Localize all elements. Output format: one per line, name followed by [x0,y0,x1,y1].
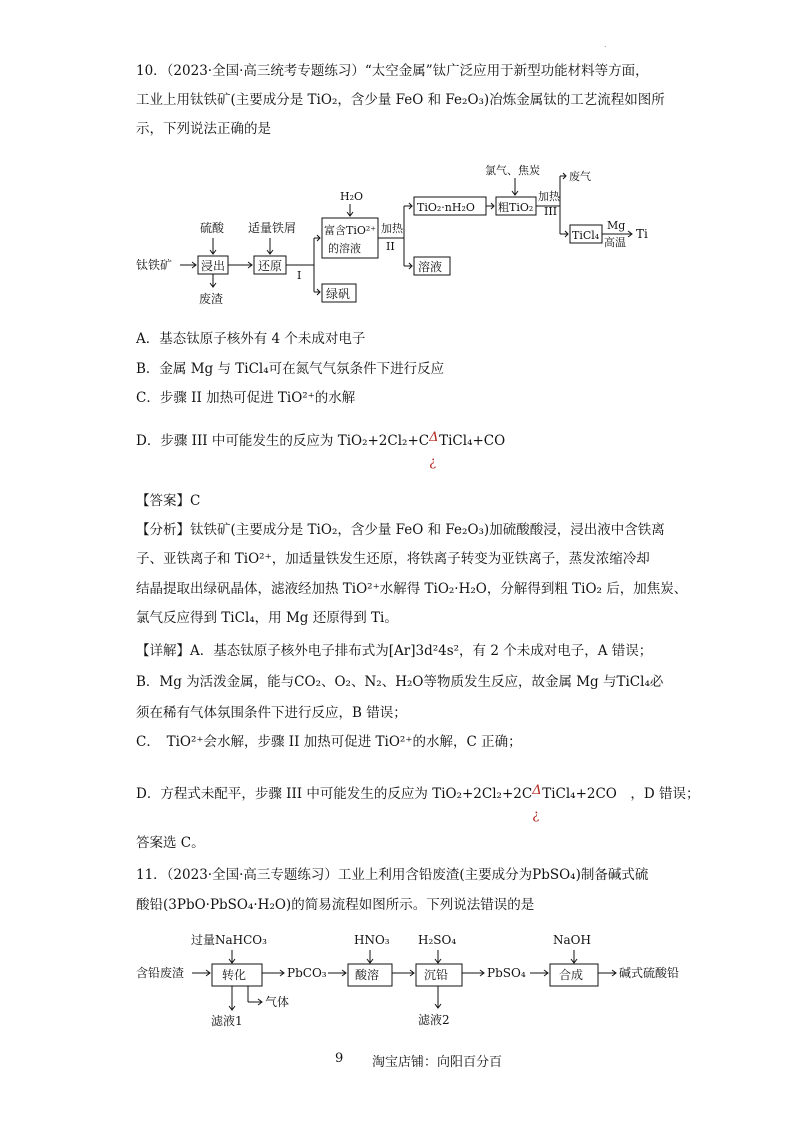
step3-label: III [544,205,558,218]
hightemp-label: 高温 [604,236,626,249]
q10-stem-line-2: 工业上用钛铁矿(主要成分是 TiO₂，含少量 FeO 和 Fe₂O₃)冶炼金属钛的工艺流程如图所 [136,92,665,108]
glitch-mark-2: ¿ [532,808,540,823]
heat2-label: 加热 [381,222,403,235]
step2-label: II [386,240,395,253]
nahco3-label: 过量NaHCO₃ [191,933,267,947]
naoh-label: NaOH [553,933,591,947]
delta-mark-2: Δ [532,783,542,798]
rich-label-2: 的溶液 [328,242,361,255]
crude-label: 粗TiO₂ [498,201,534,214]
option-d-left: D．步骤 III 中可能发生的反应为 TiO₂+2Cl₂+C [136,433,430,449]
convert-label: 转化 [222,968,247,982]
glitch-mark: ¿ [429,455,437,470]
waste-label: 废渣 [199,292,224,306]
analysis-line-1: 【分析】钛铁矿(主要成分是 TiO₂，含少量 FeO 和 Fe₂O₃)加硫酸酸浸，浸出液中含铁离 [136,522,665,538]
gas-label: 气体 [265,995,290,1009]
analysis-line-3: 结晶提取出绿矾晶体，滤液经加热 TiO²⁺水解得 TiO₂·H₂O，分解得到粗 TiO₂ 后，加焦炭、 [136,581,688,597]
q11-stem-line-1: 11．（2023·全国·高三专题练习）工业上利用含铅废渣(主要成分为PbSO₄)制备碱式硫 [136,867,649,883]
detail-line-3: 须在稀有气体氛围条件下进行反应，B 错误； [136,705,407,721]
hno3-label: HNO₃ [354,933,390,947]
waste-gas-label: 废气 [569,170,591,183]
detail-d-right: TiCl₄+2CO ，D 错误； [542,786,700,802]
ti-label: Ti [636,227,648,241]
start-label: 含铅废渣 [136,966,185,980]
detail-line-1: 【详解】A．基态钛原子核外电子排布式为[Ar]3d²4s²，有 2 个未成对电子，A 错误； [136,643,653,659]
final-answer: 答案选 C。 [136,835,205,851]
delta-mark: Δ [429,430,439,445]
option-b: B．金属 Mg 与 TiCl₄可在氮气气氛条件下进行反应 [136,361,445,377]
ore-label: 钛铁矿 [136,258,173,272]
product-label: 碱式硫酸铅 [619,966,680,980]
precip-label: 沉铅 [424,968,449,982]
filtrate2-label: 滤液2 [418,1013,450,1027]
reduce-label: 还原 [258,259,283,273]
page-number: 9 [335,1051,344,1066]
gas-in-label: 氯气、焦炭 [485,164,540,177]
pbco3-label: PbCO₃ [287,966,327,980]
q10-stem-line-1: 10．（2023·全国·高三统考专题练习）“太空金属”钛广泛应用于新型功能材料等方面， [136,63,649,79]
hydrate-label: TiO₂·nH₂O [417,201,475,214]
corner-dot: . [604,40,607,49]
ticl4-label: TiCl₄ [572,229,600,242]
answer-line: 【答案】C [136,493,201,509]
step1-label: I [297,269,302,282]
dissolve-label: 酸溶 [355,968,380,982]
analysis-line-2: 子、亚铁离子和 TiO²⁺，加适量铁发生还原，将铁离子转变为亚铁离子，蒸发浓缩冷却 [136,551,650,567]
green-label: 绿矾 [326,287,351,301]
detail-line-4: C． TiO²⁺会水解，步骤 II 加热可促进 TiO²⁺的水解，C 正确； [136,734,522,750]
rich-label: 富含TiO²⁺ [324,224,377,237]
option-d-right: TiCl₄+CO [439,433,506,449]
option-a: A．基态钛原子核外有 4 个未成对电子 [136,331,366,347]
detail-d-left: D．方程式未配平，步骤 III 中可能发生的反应为 TiO₂+2Cl₂+2C [136,786,533,802]
synth-label: 合成 [559,968,584,982]
solution-label: 溶液 [418,260,443,274]
mg-label: Mg [607,219,626,232]
acid-label: 硫酸 [200,221,225,235]
h2so4-label: H₂SO₄ [418,933,457,947]
leach-label: 浸出 [201,259,226,273]
q10-stem-line-3: 示，下列说法正确的是 [136,121,271,137]
filtrate1-label: 滤液1 [211,1014,243,1028]
iron-label: 适量铁屑 [248,221,297,235]
analysis-line-4: 氯气反应得到 TiCl₄，用 Mg 还原得到 Ti。 [136,610,398,626]
shop-label: 淘宝店铺：向阳百分百 [372,1055,503,1070]
option-c: C．步骤 II 加热可促进 TiO²⁺的水解 [136,390,356,406]
pbso4-label: PbSO₄ [487,966,526,980]
detail-line-2: B．Mg 为活泼金属，能与CO₂、O₂、N₂、H₂O等物质发生反应，故金属 Mg 与TiCl₄必 [136,674,664,690]
heat3-label: 加热 [538,190,560,203]
water-label: H₂O [340,190,364,203]
q11-stem-line-2: 酸铅(3PbO·PbSO₄·H₂O)的简易流程如图所示。下列说法错误的是 [136,897,535,913]
